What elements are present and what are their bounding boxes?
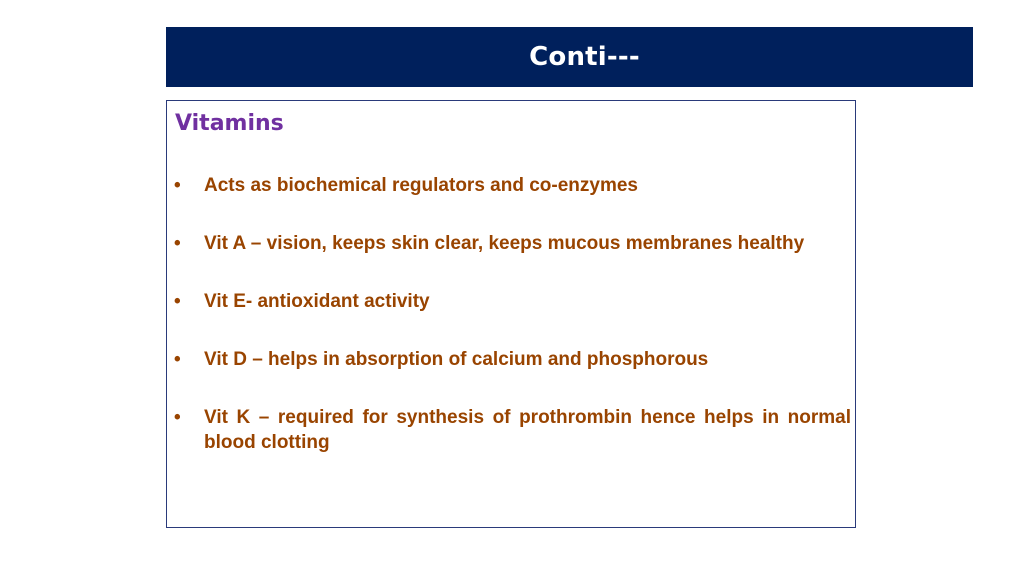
bullet-text: Acts as biochemical regulators and co-enzymes <box>204 175 638 196</box>
bullet-icon: • <box>174 349 181 370</box>
slide-title: Conti--- <box>529 42 640 72</box>
bullet-item <box>167 231 851 256</box>
bullet-text: Vit K – required for synthesis of prothrombin hence helps in normal blood clotting <box>204 407 851 453</box>
bullet-text: Vit E- antioxidant activity <box>204 291 430 312</box>
section-heading: Vitamins <box>175 111 284 136</box>
bullet-icon: • <box>174 291 181 312</box>
bullet-item <box>167 173 851 198</box>
bullet-item <box>167 347 851 372</box>
bullet-item <box>167 405 851 455</box>
bullet-text: Vit A – vision, keeps skin clear, keeps mucous membranes healthy <box>204 233 805 254</box>
bullet-icon: • <box>174 407 181 428</box>
bullet-icon: • <box>174 233 181 254</box>
bullet-icon: • <box>174 175 181 196</box>
content-box <box>166 100 856 528</box>
bullet-list <box>167 173 851 488</box>
bullet-text: Vit D – helps in absorption of calcium and phosphorous <box>204 349 709 370</box>
bullet-item <box>167 289 851 314</box>
title-bar <box>166 27 973 87</box>
